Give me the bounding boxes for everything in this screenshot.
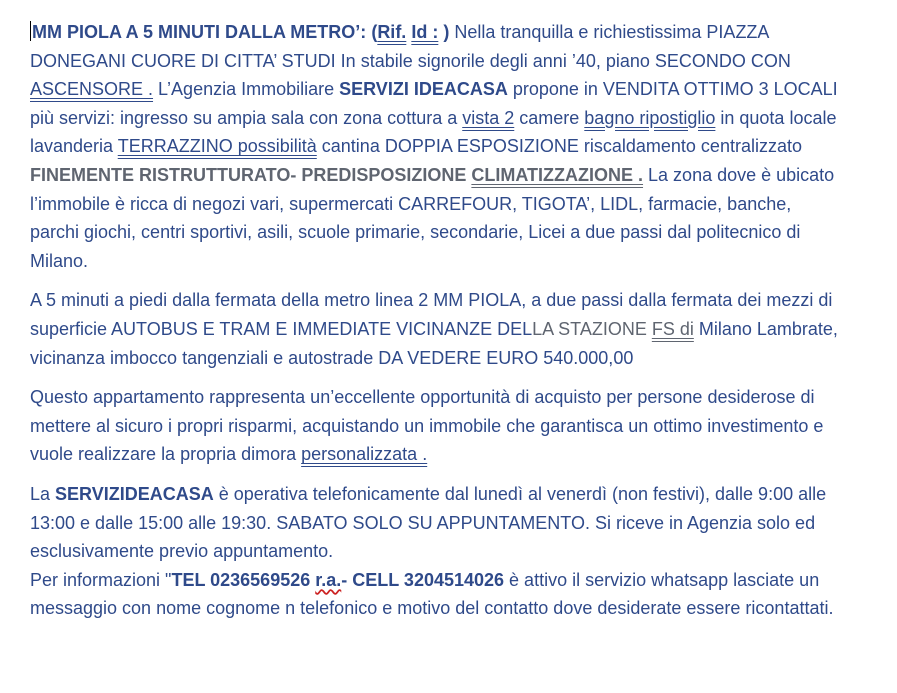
text-span: Per informazioni " — [30, 569, 172, 590]
text-span: La — [30, 483, 56, 504]
personalizzata-text: personalizzata . — [301, 444, 428, 465]
ascensore-text: ASCENSORE . — [30, 79, 154, 100]
text-span: Nella tranquilla e richiestissima PIAZZA DONEGANI CUORE DI CITTA’ STUDI In stabile signorile degli anni ’40, piano SECONDO CON — [30, 22, 791, 71]
climatizzazione-text: CLIMATIZZAZIONE . — [471, 164, 644, 185]
text-span: ) — [438, 22, 450, 42]
cell-number: - CELL 3204514026 — [341, 569, 505, 590]
text-span: cantina DOPPIA ESPOSIZIONE riscaldamento centralizzato — [316, 136, 802, 157]
rif-label: Rif. — [377, 22, 407, 42]
text-span: è operativa telefonicamente dal lunedì al venerdì (non festivi), dalle 9:00 alle 13:00 e dalle 15:00 alle 19:30. SABATO SOLO SU APPUNTAMENTO. Si riceve in Agenzia solo ed esclusivamente previo appuntamento. — [30, 483, 827, 562]
text-span: Milano Lambrate, vicinanza imbocco tangenziali e autostrade DA VEDERE EURO 540.000,00 — [30, 318, 838, 368]
finemente-text: FINEMENTE RISTRUTTURATO- PREDISPOSIZIONE — [30, 164, 467, 185]
agency-name-2: SERVIZIDEACASA — [55, 483, 214, 504]
text-span: L’Agenzia Immobiliare — [153, 79, 340, 100]
text-span: in quota locale lavanderia — [30, 107, 837, 157]
phone-number: TEL 0236569526 — [171, 569, 316, 590]
paragraph-description — [30, 18, 845, 275]
bagno-text: bagno ripostiglio — [584, 107, 716, 128]
listing-title: MM PIOLA A 5 MINUTI DALLA METRO’: — [32, 22, 367, 42]
id-label: Id : — [411, 22, 439, 42]
vista-text: vista 2 — [462, 107, 515, 128]
text-span: ( — [366, 22, 378, 42]
paragraph-location — [30, 286, 845, 372]
text-span: è attivo il servizio whatsapp lasciate un messaggio con nome cognome n telefonico e motivo del contatto dove desiderate essere ricontattati. — [30, 569, 834, 619]
stazione-text: LA STAZIONE — [532, 318, 652, 339]
fs-text: FS di — [651, 318, 694, 339]
text-cursor — [30, 21, 31, 41]
text-span: propone in VENDITA OTTIMO 3 LOCALI più servizi: ingresso su ampia sala con zona cottura a — [30, 79, 838, 128]
text-span: Questo appartamento rappresenta un’eccellente opportunità di acquisto per persone desiderose di mettere al sicuro i propri risparmi, acquistando un immobile che garantisca un ottimo investimento e vuole realizzare la propria dimora — [30, 387, 824, 465]
text-span: camere — [514, 107, 585, 128]
ra-text: r.a. — [315, 569, 342, 590]
document-body[interactable] — [30, 18, 845, 634]
text-span: A 5 minuti a piedi dalla fermata della metro linea 2 MM PIOLA, a due passi dalla fermata dei mezzi di superficie AUTOBUS E TRAM E IMMEDIATE VICINANZE DEL — [30, 290, 833, 339]
text-span: La zona dove è ubicato l’immobile è ricca di negozi vari, supermercati CARREFOUR, TIGOTA’, LIDL, farmacie, banche, parchi giochi, centri sportivi, asili, scuole primarie, secondarie, Licei a due passi dal politecnico di Milano. — [30, 164, 835, 271]
paragraph-contact — [30, 480, 845, 623]
terrazzino-text: TERRAZZINO possibilità — [117, 136, 317, 157]
agency-name: SERVIZI IDEACASA — [339, 79, 508, 100]
paragraph-opportunity — [30, 383, 845, 469]
